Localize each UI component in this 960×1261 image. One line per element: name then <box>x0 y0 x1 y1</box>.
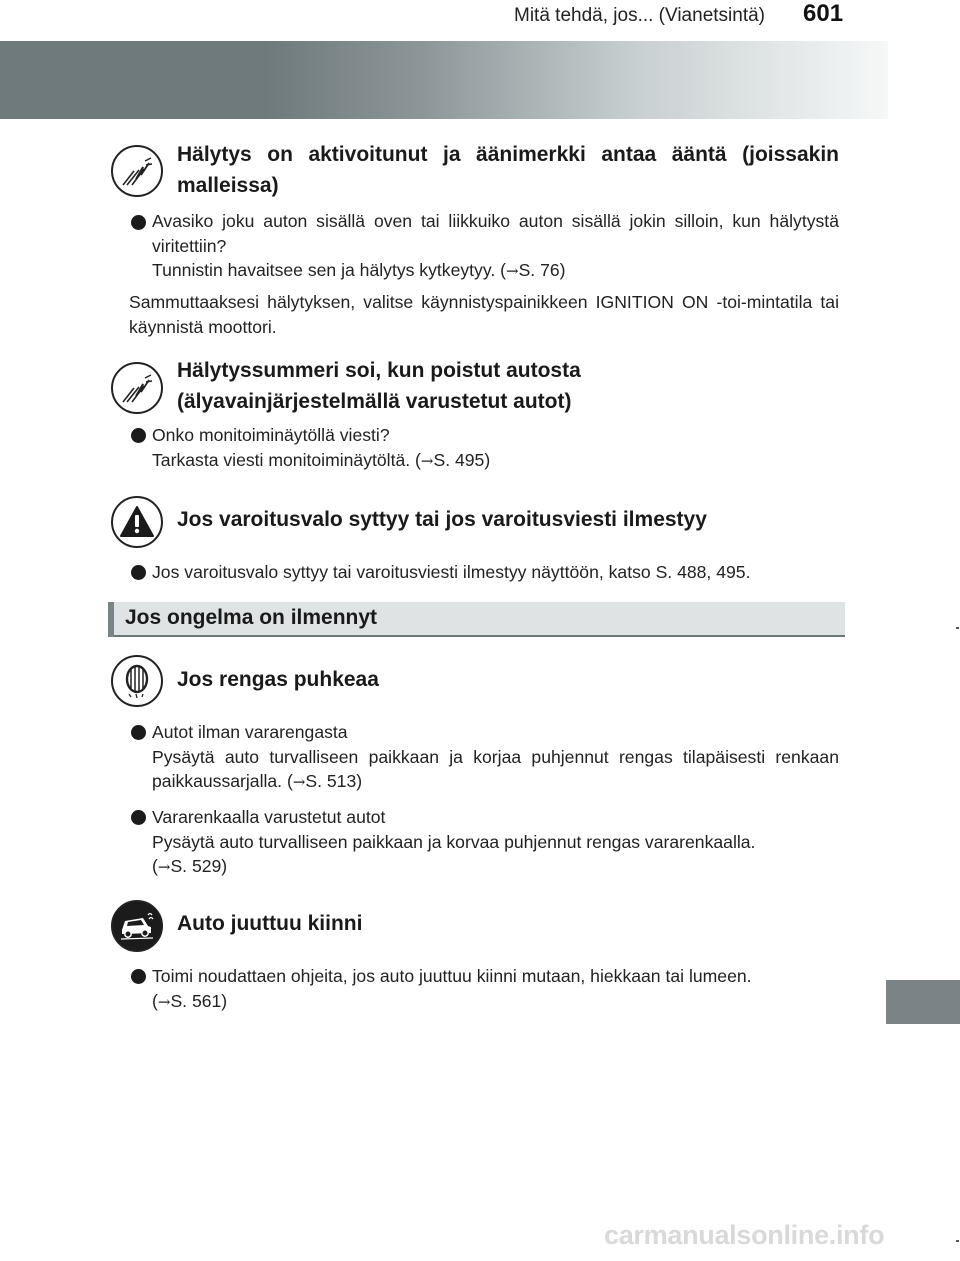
title-line: Hälytyssummeri soi, kun poistut autosta <box>177 359 581 382</box>
section-title-buzzer <box>177 355 839 417</box>
arrow-icon: → <box>505 262 519 280</box>
bullet-line <box>152 745 839 795</box>
title-line: (älyavainjärjestelmällä varustetut autot) <box>177 390 572 413</box>
problem-title-flat-tire: Jos rengas puhkeaa <box>177 668 379 691</box>
page-number: 601 <box>803 0 844 27</box>
warning-exclamation-icon <box>111 496 163 548</box>
edge-mark <box>956 627 959 629</box>
watermark: carmanualsonline.info <box>604 1220 885 1250</box>
bullet-line <box>152 989 842 1015</box>
bullet-line: Toimi noudattaen ohjeita, jos auto juuttuu kiinni mutaan, hiekkaan tai lumeen. <box>152 966 752 986</box>
page-reference: S. 495) <box>433 449 491 470</box>
arrow-icon: → <box>157 858 171 876</box>
bullet-line: Onko monitoiminäytöllä viesti? <box>152 425 390 445</box>
chapter-side-tab <box>886 980 960 1024</box>
bullet <box>131 428 146 443</box>
bullet-text <box>152 964 842 1014</box>
stuck-car-icon <box>111 900 163 952</box>
page-reference: S. 513) <box>305 771 363 791</box>
section-title-warning: Jos varoitusvalo syttyy tai jos varoitusviesti ilmestyy <box>177 508 707 531</box>
bullet-line <box>152 258 839 284</box>
section-heading-accent <box>108 602 114 637</box>
bullet <box>131 969 146 984</box>
bullet-line: Avasiko joku auton sisällä oven tai liikkuiko auton sisällä jokin silloin, kun hälytystä viritettiin? <box>152 211 839 256</box>
bullet-text <box>152 720 839 795</box>
text-span: Tarkasta viesti monitoiminäytöltä. ( <box>152 449 421 470</box>
text-span: ( <box>152 856 158 876</box>
arrow-icon: → <box>292 773 306 791</box>
running-title: Mitä tehdä, jos... (Vianetsintä) <box>514 5 765 26</box>
page-reference: S. 529) <box>170 856 228 876</box>
bullet-line: Vararenkaalla varustetut autot <box>152 807 386 827</box>
section-note: Sammuttaaksesi hälytyksen, valitse käynnistyspainikkeen IGNITION ON -toi-mintatila tai käynnistä moottori. <box>129 292 839 337</box>
edge-mark <box>956 1240 959 1242</box>
arrow-icon: → <box>157 992 171 1011</box>
bullet <box>131 565 146 580</box>
problem-title-stuck-car: Auto juuttuu kiinni <box>177 912 363 935</box>
flat-tire-icon <box>111 655 163 707</box>
section-title-alarm: Hälytys on aktivoitunut ja äänimerkki antaa ääntä (joissakin malleissa) <box>177 143 839 197</box>
page-reference: S. 76) <box>518 260 566 280</box>
bullet <box>131 215 146 230</box>
bullet-text <box>152 423 839 473</box>
text-span: Tunnistin havaitsee sen ja hälytys kytkeytyy. ( <box>152 260 506 280</box>
arrow-icon: → <box>420 451 434 470</box>
header-band <box>0 41 888 119</box>
bullet-line: Pysäytä auto turvalliseen paikkaan ja korvaa puhjennut rengas vararenkaalla. <box>152 831 756 852</box>
bullet <box>131 725 146 740</box>
alarm-icon <box>111 362 163 414</box>
text-span: ( <box>152 990 158 1011</box>
bullet-line: Autot ilman vararengasta <box>152 722 348 742</box>
bullet-line <box>152 854 842 880</box>
bullet-text <box>152 209 839 284</box>
section-heading: Jos ongelma on ilmennyt <box>125 606 378 629</box>
alarm-icon <box>111 145 163 197</box>
bullet <box>131 810 146 825</box>
bullet-text: Jos varoitusvalo syttyy tai varoitusviesti ilmestyy näyttöön, katso S. 488, 495. <box>152 562 751 582</box>
bullet-text <box>152 805 842 880</box>
page-reference: S. 561) <box>170 990 228 1011</box>
bullet-line <box>152 448 839 474</box>
text-span: Pysäytä auto turvalliseen paikkaan ja korjaa puhjennut rengas tilapäisesti renkaan paikkaussarjalla. ( <box>152 746 839 791</box>
